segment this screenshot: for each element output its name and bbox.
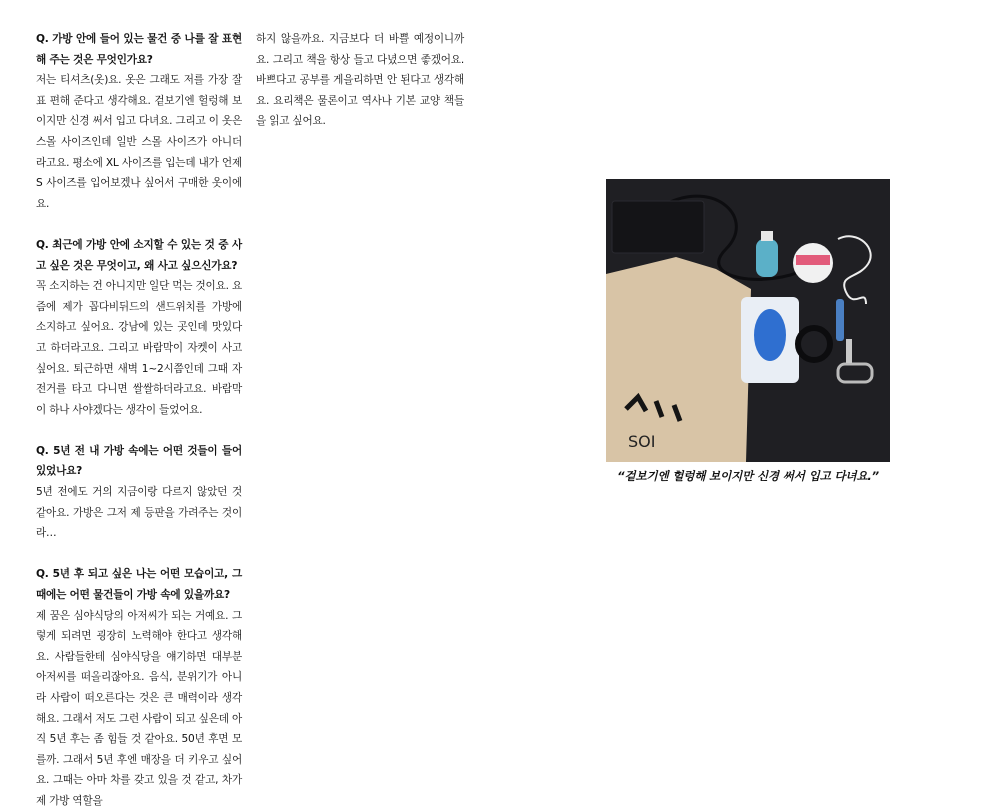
usb-stick	[836, 299, 844, 341]
bag-contents-illustration	[606, 179, 890, 462]
question-3: Q. 5년 전 내 가방 속에는 어떤 것들이 들어 있었나요?	[36, 444, 242, 478]
answer-4-continued: 하지 않을까요. 지금보다 더 바쁠 예정이니까요. 그리고 책을 항상 들고 다녔으면 좋겠어요. 바쁘다고 공부를 게을리하면 안 된다고 생각해요. 요리책은 물론이고 역사나 기본 교양 책들을 읽고 싶어요.	[256, 33, 464, 128]
interview-column-left	[36, 29, 242, 812]
question-4: Q. 5년 후 되고 싶은 나는 어떤 모습이고, 그때에는 어떤 물건들이 가방 속에 있을까요?	[36, 568, 242, 602]
charger-brick	[612, 201, 704, 253]
bag-contents-photo	[606, 179, 890, 462]
question-1: Q. 가방 안에 들어 있는 물건 중 나를 잘 표현해 주는 것은 무엇인가요?	[36, 33, 242, 66]
answer-4: 제 꿈은 심야식당의 아저씨가 되는 거예요. 그렇게 되려면 굉장히 노력해야 한다고 생각해요. 사람들한테 심야식당을 얘기하면 대부분 아저씨를 떠올리잖아요. 음식, 분위기가 아니라 사람이 떠오른다는 것은 큰 매력이라 생각해요. 그래서 저도 그런 사람이 되고 싶은데 아직 5년 후는 좀 힘들 것 같아요. 50년 후면 모를까. 그래서 5년 후엔 매장을 더 키우고 싶어요. 그때는 아마 차를 갖고 있을 것 같고, 차가 제 가방 역할을	[36, 609, 242, 807]
answer-2: 꼭 소지하는 건 아니지만 일단 먹는 것이요. 요즘에 제가 꼽다비뒤드의 샌드위치를 가방에 소지하고 싶어요. 강남에 있는 곳인데 맛있다고 하더라고요. 그리고 바람막이 자켓이 사고 싶어요. 퇴근하면 새벽 1~2시쯤인데 그때 자전거를 타고 다니면 쌀쌀하더라고요. 바람막이 하나 사야겠다는 생각이 들었어요.	[36, 280, 242, 416]
answer-3: 5년 전에도 거의 지금이랑 다르지 않았던 것 같아요. 가방은 그저 제 등판을 가려주는 것이라…	[36, 486, 242, 540]
interview-column-right	[256, 29, 464, 132]
answer-1: 저는 티셔츠(옷)요. 옷은 그래도 저를 가장 잘 표 편해 준다고 생각해요. 겉보기엔 헐렁해 보이지만 신경 써서 입고 다녀요. 그리고 이 옷은 스몰 사이즈인데 일반 스몰 사이즈가 아니더라고요. 평소에 XL 사이즈를 입는데 내가 언제 S 사이즈를 입어보겠나 싶어서 구매한 옷이에요.	[36, 74, 242, 210]
photo-caption: “겉보기엔 헐렁해 보이지만 신경 써서 입고 다녀요.”	[617, 469, 879, 483]
question-2: Q. 최근에 가방 안에 소지할 수 있는 것 중 사고 싶은 것은 무엇이고, 왜 사고 싶으신가요?	[36, 238, 242, 272]
sanitizer-bottle	[756, 239, 778, 277]
shirt-print-text: SOI	[628, 432, 656, 451]
